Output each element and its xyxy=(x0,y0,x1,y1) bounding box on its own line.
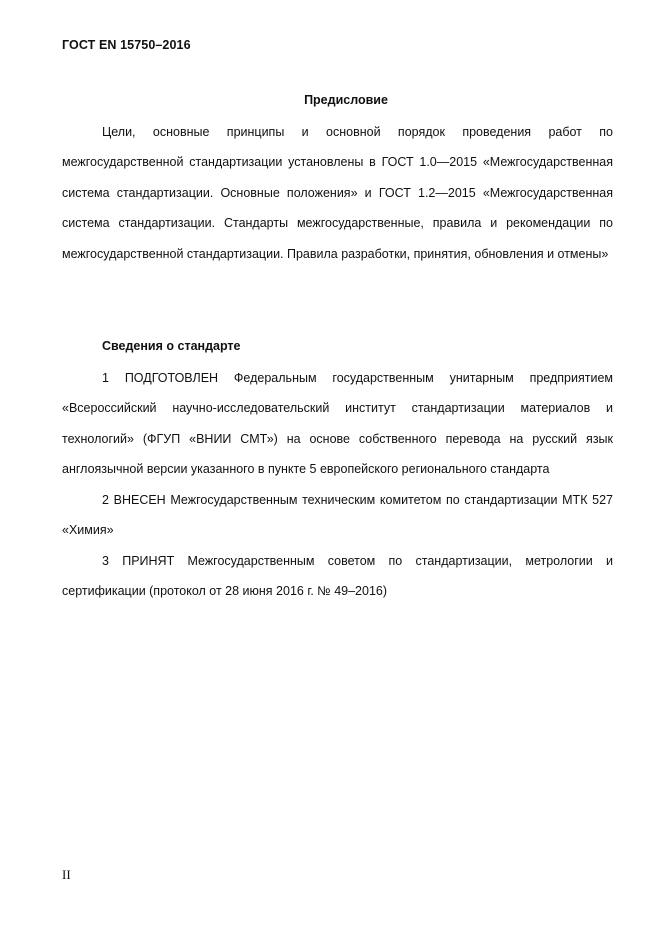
standard-info-item-1: 1 ПОДГОТОВЛЕН Федеральным государственным унитарным предприятием «Всероссийский научно-исследовательский институт стандартизации материалов и технологий» (ФГУП «ВНИИ СМТ») на основе собственного перевода на русский язык англоязычной версии указанного в пункте 5 европейского регионального стандарта xyxy=(62,371,613,477)
standard-info-item-3: 3 ПРИНЯТ Межгосударственным советом по стандартизации, метрологии и сертификации (протокол от 28 июня 2016 г. № 49–2016) xyxy=(62,554,613,599)
standard-info-item-2: 2 ВНЕСЕН Межгосударственным техническим комитетом по стандартизации МТК 527 «Химия» xyxy=(62,493,613,538)
page-number: II xyxy=(62,867,71,882)
standard-info-title: Сведения о стандарте xyxy=(102,339,241,353)
foreword-title: Предисловие xyxy=(304,93,388,107)
document-code-header: ГОСТ EN 15750–2016 xyxy=(62,38,191,52)
foreword-paragraph: Цели, основные принципы и основной порядок проведения работ по межгосударственной стандартизации установлены в ГОСТ 1.0—2015 «Межгосударственная система стандартизации. Основные положения» и ГОСТ 1.2—2015 «Межгосударственная система стандартизации. Стандарты межгосударственные, правила и рекомендации по межгосударственной стандартизации. Правила разработки, принятия, обновления и отмены» xyxy=(62,125,613,261)
